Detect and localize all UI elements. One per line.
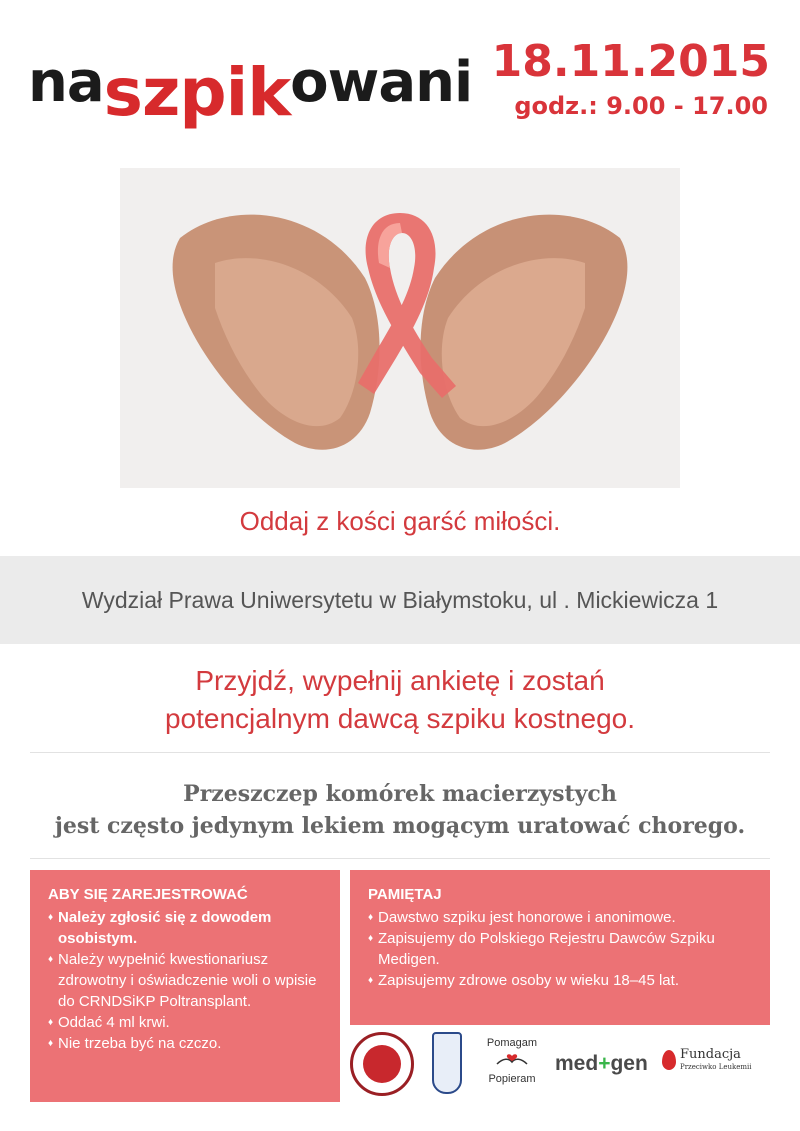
- stem-cell-fact: [0, 778, 800, 842]
- register-info-box: [30, 870, 340, 1102]
- fundacja-logo: [680, 1048, 752, 1074]
- list-item: ♦ Nie trzeba być na czczo.: [48, 1033, 326, 1054]
- faculty-crest-icon: [432, 1032, 462, 1094]
- medigen-cross-icon: +: [598, 1052, 611, 1075]
- blood-drop-icon: [662, 1050, 676, 1070]
- list-item: ♦ Należy wypełnić kwestionariusz zdrowotny i oświadczenie woli o wpisie do CRNDSiKP Poltransplant.: [48, 949, 326, 1012]
- fundacja-sub-label: Przeciwko Leukemii: [680, 1063, 752, 1071]
- pomagam-popieram-logo: [480, 1036, 544, 1086]
- venue-address: Wydział Prawa Uniwersytetu w Białymstoku, ul . Mickiewicza 1: [81, 586, 719, 613]
- hands-ribbon-icon: [120, 168, 680, 488]
- register-box-title: ABY SIĘ ZAREJESTROWAĆ: [48, 886, 248, 903]
- logo-part-na: na: [28, 50, 104, 115]
- medigen-part-b: gen: [610, 1052, 648, 1075]
- fact-line-1: Przeszczep komórek macierzystych: [183, 781, 617, 807]
- cta-line-2: potencjalnym dawcą szpiku kostnego.: [164, 703, 636, 734]
- pomagam-label: Pomagam: [486, 1037, 538, 1049]
- logo-part-szpik: szpik: [103, 54, 291, 131]
- divider: [30, 858, 770, 859]
- fundacja-label: Fundacja: [680, 1047, 741, 1062]
- cta-line-1: Przyjdź, wypełnij ankietę i zostań: [195, 665, 605, 696]
- list-item: ♦ Należy zgłosić się z dowodem osobistym.: [48, 907, 326, 949]
- logo-wordmark: [28, 40, 473, 131]
- list-item: ♦ Zapisujemy do Polskiego Rejestru Dawców Szpiku Medigen.: [368, 928, 756, 970]
- hands-heart-icon: [495, 1052, 529, 1070]
- remember-info-box: [350, 870, 770, 1025]
- hands-ribbon-photo: [120, 168, 680, 488]
- tagline: Oddaj z kości garść miłości.: [239, 506, 561, 536]
- list-item: ♦ Oddać 4 ml krwi.: [48, 1012, 326, 1033]
- event-hours: godz.: 9.00 - 17.00: [514, 92, 768, 120]
- event-date: 18.11.2015: [491, 36, 770, 87]
- fact-line-2: jest często jedynym lekiem mogącym uratować chorego.: [54, 813, 746, 839]
- sponsor-logos: [350, 1030, 770, 1100]
- logo-part-owani: owani: [290, 50, 473, 115]
- address-band: [0, 556, 800, 644]
- naszpikowani-logo: [28, 22, 473, 132]
- university-seal-icon: [350, 1032, 414, 1096]
- call-to-action: [0, 662, 800, 738]
- medigen-part-a: med: [555, 1052, 599, 1075]
- remember-list: [368, 907, 756, 991]
- popieram-label: Popieram: [488, 1073, 536, 1085]
- medigen-logo: [555, 1052, 648, 1076]
- list-item: ♦ Dawstwo szpiku jest honorowe i anonimowe.: [368, 907, 756, 928]
- divider: [30, 752, 770, 753]
- remember-box-title: PAMIĘTAJ: [368, 886, 442, 903]
- register-list: [48, 907, 326, 1054]
- list-item: ♦ Zapisujemy zdrowe osoby w wieku 18–45 lat.: [368, 970, 756, 991]
